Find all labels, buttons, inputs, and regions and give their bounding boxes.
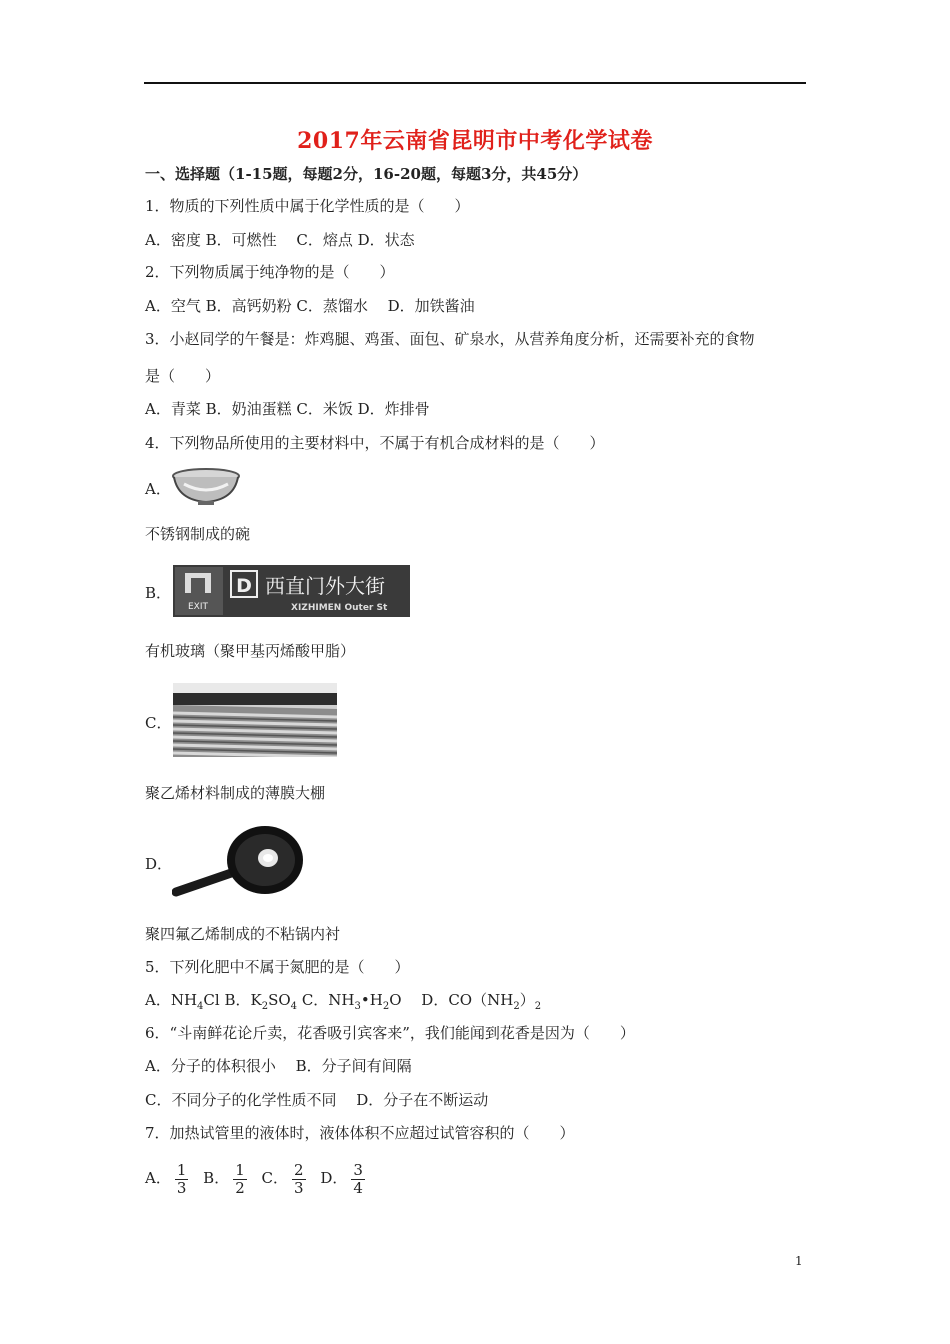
sign-exit-text: EXIT (187, 602, 209, 612)
question-6-options-line1: A．分子的体积很小 B．分子间有间隔 (145, 1057, 412, 1075)
question-4-option-d-caption: 聚四氟乙烯制成的不粘锅内衬 (145, 925, 341, 943)
question-4-option-d-label: D． (145, 855, 173, 873)
street-sign-image (173, 565, 410, 617)
question-2-options: A．空气 B．高钙奶粉 C．蒸馏水 D．加铁酱油 (145, 297, 475, 315)
question-4-option-c-label: C． (145, 714, 172, 732)
steel-bowl-image (170, 466, 242, 506)
sign-english-text: XIZHIMEN Outer St (291, 603, 388, 613)
question-3-stem-line1: 3．小赵同学的午餐是：炸鸡腿、鸡蛋、面包、矿泉水，从营养角度分析，还需要补充的食物 (145, 330, 755, 348)
question-2-stem: 2．下列物质属于纯净物的是（ ） (145, 263, 395, 281)
fraction-d: $\frac{3}{4}$ (353, 1160, 363, 1197)
question-4-option-a-caption: 不锈钢制成的碗 (145, 525, 251, 543)
question-1-options: A．密度 B．可燃性 C．熔点 D．状态 (145, 231, 415, 249)
page-title: 2017年云南省昆明市中考化学试卷 (297, 128, 653, 154)
sign-chinese-text: 西直门外大街 (265, 574, 385, 598)
nonstick-pan-image (172, 822, 306, 898)
header-rule (144, 82, 806, 84)
page-number: 1 (795, 1254, 803, 1268)
question-5-stem: 5．下列化肥中不属于氮肥的是（ ） (145, 958, 410, 976)
question-3-options: A．青菜 B．奶油蛋糕 C．米饭 D．炸排骨 (145, 400, 430, 418)
question-7-options: A． $\frac{1}{3}$ B． $\frac{1}{2}$ C． $\frac{2}{3}$ D． $\frac{3}{4}$ (145, 1160, 363, 1197)
question-4-option-b-caption: 有机玻璃（聚甲基丙烯酸甲脂） (145, 642, 356, 660)
question-4-option-a-label: A． (145, 480, 171, 498)
question-4-option-b-label: B． (145, 584, 172, 602)
question-3-stem-line2: 是（ ） (145, 367, 221, 385)
question-5-options: A．$NH_4Cl$ B．$K_2SO_4$ C．$NH_3•H_2O$ D．$CO(NH_2)_2$ (145, 991, 542, 1012)
question-1-stem: 1．物质的下列性质中属于化学性质的是（ ） (145, 197, 470, 215)
section-heading: 一、选择题（1-15题，每题2分，16-20题，每题3分，共45分） (145, 165, 588, 183)
greenhouse-field-image (173, 683, 337, 757)
fraction-a: $\frac{1}{3}$ (176, 1160, 187, 1197)
question-7-stem: 7．加热试管里的液体时，液体体积不应超过试管容积的（ ） (145, 1124, 575, 1142)
sign-letter: D (236, 575, 252, 597)
fraction-c: $\frac{2}{3}$ (294, 1160, 304, 1197)
question-4-option-c-caption: 聚乙烯材料制成的薄膜大棚 (145, 784, 326, 802)
question-6-stem: 6．“斗南鲜花论斤卖，花香吸引宾客来”，我们能闻到花香是因为（ ） (145, 1024, 635, 1042)
question-4-stem: 4．下列物品所使用的主要材料中，不属于有机合成材料的是（ ） (145, 434, 605, 452)
question-6-options-line2: C．不同分子的化学性质不同 D．分子在不断运动 (145, 1091, 489, 1109)
fraction-b: $\frac{1}{2}$ (235, 1160, 245, 1197)
